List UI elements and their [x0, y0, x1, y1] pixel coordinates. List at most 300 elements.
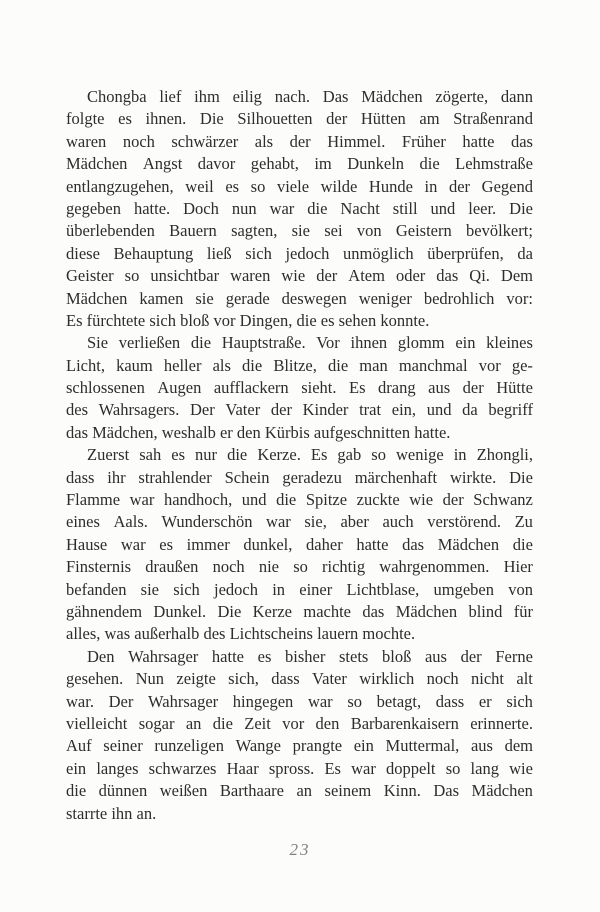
word: Es — [349, 378, 366, 398]
text-line — [66, 467, 533, 489]
word: märchenhaft — [354, 467, 438, 487]
word: Vater — [312, 669, 347, 689]
word: lang — [470, 758, 499, 778]
paragraph — [66, 646, 533, 825]
word: Die — [509, 198, 533, 218]
word: aus — [424, 646, 447, 666]
word: das — [436, 266, 459, 286]
word: Mädchen — [437, 534, 500, 554]
word: still — [392, 198, 418, 218]
word: Kerze. — [257, 445, 301, 465]
word: weniger — [358, 288, 412, 308]
word: unsichtbar — [150, 266, 220, 286]
word: waren — [66, 131, 107, 151]
word: Geister — [66, 266, 114, 286]
word: Chongba — [87, 87, 147, 106]
word: Angst — [142, 154, 183, 174]
word: wahrgenommen. — [379, 557, 490, 577]
word: ihnen — [350, 333, 388, 353]
word: Nun — [135, 669, 165, 689]
word: das — [510, 131, 533, 151]
word: war — [129, 490, 155, 510]
word: ihr — [107, 467, 126, 487]
word: Schwanz — [473, 490, 533, 510]
word: Schein — [224, 467, 270, 487]
word: nach. — [274, 87, 310, 106]
word: er — [478, 691, 492, 711]
word: Kinn. — [383, 781, 421, 801]
word: Die — [199, 109, 224, 129]
text-line — [66, 780, 533, 802]
word: Wahrsagers. — [98, 400, 180, 420]
word: zuckte — [356, 490, 400, 510]
word: ein, — [391, 400, 417, 420]
word: folgte — [66, 109, 105, 129]
word: davor — [197, 154, 236, 174]
text-line: Es fürchtete sich bloß vor Dingen, die es sehen konnte. — [66, 310, 430, 330]
word: Das — [322, 87, 349, 106]
word: bedrohlich — [423, 288, 495, 308]
word: sie — [140, 579, 160, 599]
word: Kerze — [252, 601, 293, 621]
word: Behauptung — [113, 243, 194, 263]
text-line — [66, 489, 533, 511]
text-line — [66, 556, 533, 578]
word: Der — [190, 400, 215, 420]
word: war — [269, 198, 295, 218]
word: es — [159, 534, 173, 554]
text-line — [66, 668, 533, 690]
text-line — [66, 131, 533, 153]
word: Zhongli, — [476, 445, 533, 465]
word: dass — [271, 669, 300, 689]
word: diese — [66, 243, 100, 263]
word: Licht, — [66, 355, 105, 375]
word: weißen — [159, 781, 208, 801]
word: oder — [395, 266, 426, 286]
word: von — [356, 221, 382, 241]
word: ein — [455, 333, 476, 353]
word: Sie — [87, 333, 109, 353]
word: Aals. — [113, 512, 148, 532]
word: sieht. — [301, 378, 337, 398]
word: sogar — [138, 713, 175, 733]
word: Hier — [503, 557, 533, 577]
word: die — [242, 355, 263, 375]
text-line — [66, 265, 533, 287]
text-line — [66, 579, 533, 601]
word: jedoch — [214, 579, 258, 599]
word: ihnen. — [145, 109, 187, 129]
word: das — [362, 601, 385, 621]
word: Hauptstraße. — [221, 333, 306, 353]
word: Auf — [66, 736, 92, 756]
word: seiner — [103, 736, 143, 756]
word: runzeligen — [154, 736, 224, 756]
word: Die — [509, 467, 533, 487]
word: zögerte, — [435, 87, 489, 106]
word: am — [419, 109, 440, 129]
word: vor: — [506, 288, 533, 308]
word: war — [351, 758, 376, 778]
word: Muttermal, — [385, 736, 460, 756]
word: Den — [87, 646, 115, 666]
word: dass — [66, 467, 95, 487]
word: prangte — [292, 736, 343, 756]
word: ein — [66, 758, 87, 778]
word: Wahrsager — [128, 646, 199, 666]
text-line — [66, 220, 533, 242]
word: so — [445, 758, 461, 778]
word: dass — [435, 691, 465, 711]
text-line — [66, 758, 533, 780]
word: manchmal — [398, 355, 468, 375]
text-line: starrte ihn an. — [66, 803, 157, 823]
word: verließen — [118, 333, 181, 353]
word: daher — [306, 534, 343, 554]
word: nicht — [471, 669, 505, 689]
word: gab — [337, 445, 362, 465]
word: bevölkert; — [466, 221, 533, 241]
word: kamen — [139, 288, 184, 308]
word: ließ — [206, 243, 232, 263]
word: hatte — [211, 646, 244, 666]
word: viele — [276, 176, 310, 196]
text-line — [66, 646, 533, 668]
word: so — [124, 266, 140, 286]
word: nie — [258, 557, 280, 577]
word: befanden — [66, 579, 127, 599]
word: sei — [324, 221, 343, 241]
word: weil — [185, 176, 214, 196]
word: Silhouetten — [237, 109, 313, 129]
word: sich, — [228, 669, 259, 689]
word: so — [371, 445, 386, 465]
word: wie — [409, 490, 434, 510]
word: Die — [217, 601, 242, 621]
word: ihm — [194, 87, 220, 106]
word: den — [315, 713, 340, 733]
word: vielleicht — [66, 713, 128, 733]
text-line — [66, 355, 533, 377]
word: glomm — [397, 333, 445, 353]
word: in — [453, 445, 467, 465]
word: wirklich — [359, 669, 415, 689]
word: Das — [433, 781, 460, 801]
word: seinem — [324, 781, 372, 801]
word: Dem — [500, 266, 533, 286]
text-line — [66, 399, 533, 421]
word: Gegend — [481, 176, 533, 196]
word: kaum — [116, 355, 153, 375]
word: sie, — [304, 512, 327, 532]
word: wie — [509, 758, 533, 778]
word: draußen — [145, 557, 199, 577]
word: schwarzes — [148, 758, 217, 778]
text-line: das Mädchen, weshalb er den Kürbis aufgeschnitten hatte. — [66, 422, 451, 442]
text-line — [66, 332, 533, 354]
word: waren — [230, 266, 271, 286]
word: des — [66, 400, 88, 420]
text-line — [66, 108, 533, 130]
word: gesehen. — [66, 669, 124, 689]
word: Finsternis — [66, 557, 132, 577]
word: deswegen — [281, 288, 347, 308]
word: Mädchen — [66, 154, 128, 174]
word: Lehmstraße — [455, 154, 533, 174]
word: eines — [66, 512, 100, 532]
word: immer — [186, 534, 230, 554]
text-line — [66, 153, 533, 175]
word: Wange — [235, 736, 281, 756]
word: von — [508, 579, 533, 599]
word: noch — [212, 557, 245, 577]
word: Barthaare — [219, 781, 284, 801]
word: richtig — [322, 557, 366, 577]
word: wirkte. — [449, 467, 497, 487]
word: Hunde — [368, 176, 413, 196]
word: langes — [96, 758, 139, 778]
word: einer — [299, 579, 333, 599]
word: Flamme — [66, 490, 121, 510]
word: der — [326, 109, 348, 129]
text-line — [66, 601, 533, 623]
text-line — [66, 735, 533, 757]
word: aufflackern — [213, 378, 289, 398]
word: das — [402, 534, 425, 554]
word: Lichtblase, — [346, 579, 420, 599]
word: schwärzer — [171, 131, 239, 151]
word: Haar — [226, 758, 259, 778]
paragraph — [66, 332, 533, 444]
word: in — [272, 579, 286, 599]
word: kleines — [486, 333, 533, 353]
word: die — [190, 333, 212, 353]
word: gerade — [225, 288, 270, 308]
word: begriff — [488, 400, 533, 420]
word: dann — [500, 87, 533, 106]
word: erinnerte. — [470, 713, 533, 733]
word: Blitze, — [273, 355, 317, 375]
word: so — [250, 176, 266, 196]
word: geradezu — [282, 467, 342, 487]
word: Geistern — [395, 221, 452, 241]
word: es — [257, 646, 272, 666]
word: sich — [173, 579, 200, 599]
word: aus — [470, 736, 493, 756]
word: Doch — [183, 198, 219, 218]
word: sich — [245, 243, 272, 263]
word: Mädchen — [471, 781, 533, 801]
word: sich — [506, 691, 533, 711]
word: im — [314, 154, 332, 174]
word: es — [225, 176, 240, 196]
word: auch — [382, 512, 414, 532]
word: überlebenden — [66, 221, 155, 241]
word: gehabt, — [250, 154, 299, 174]
word: der — [316, 266, 338, 286]
word: alt — [516, 669, 533, 689]
word: jedoch — [285, 243, 330, 263]
word: die — [212, 713, 233, 733]
word: hingegen — [232, 691, 294, 711]
word: eilig — [232, 87, 262, 106]
word: machte — [303, 601, 351, 621]
word: aus — [428, 378, 451, 398]
word: der — [448, 176, 471, 196]
word: ge- — [511, 355, 533, 375]
word: Vor — [316, 333, 340, 353]
word: Zuerst — [87, 445, 130, 465]
word: als — [212, 355, 231, 375]
word: Es — [324, 758, 341, 778]
word: überprüfen, — [427, 243, 504, 263]
word: und — [426, 400, 452, 420]
text-line — [66, 198, 533, 220]
text-line — [66, 511, 533, 533]
word: der — [442, 490, 464, 510]
word: Wunderschön — [161, 512, 253, 532]
word: dunkel, — [243, 534, 293, 554]
body-text — [66, 86, 533, 825]
word: die — [307, 198, 328, 218]
word: die — [276, 490, 297, 510]
word: sie — [195, 288, 214, 308]
word: wie — [281, 266, 306, 286]
word: ein — [353, 736, 374, 756]
word: trat — [359, 400, 382, 420]
word: nun — [231, 198, 257, 218]
word: sie — [291, 221, 310, 241]
word: so — [293, 557, 308, 577]
word: spross. — [268, 758, 315, 778]
word: Hütten — [360, 109, 406, 129]
word: es — [171, 445, 185, 465]
word: Kinder — [302, 400, 349, 420]
word: für — [513, 601, 533, 621]
word: Augen — [157, 378, 202, 398]
word: Qi. — [469, 266, 490, 286]
word: an — [296, 781, 313, 801]
word: war — [120, 534, 146, 554]
word: die — [512, 534, 533, 554]
word: handhoch, — [163, 490, 233, 510]
word: als — [254, 131, 274, 151]
text-line — [66, 243, 533, 265]
word: umgeben — [433, 579, 494, 599]
word: hatte — [356, 534, 389, 554]
word: war. — [66, 691, 94, 711]
word: strahlender — [138, 467, 212, 487]
word: Der — [108, 691, 134, 711]
word: Hause — [66, 534, 108, 554]
word: Mädchen — [66, 288, 128, 308]
word: hatte — [462, 131, 495, 151]
text-line — [66, 534, 533, 556]
word: der — [462, 378, 484, 398]
word: bloß — [381, 646, 412, 666]
word: Ferne — [495, 646, 533, 666]
word: zeigte — [176, 669, 216, 689]
word: bisher — [285, 646, 326, 666]
word: da — [462, 400, 478, 420]
word: Zeit — [244, 713, 271, 733]
word: sagten, — [231, 221, 278, 241]
word: noch — [426, 669, 459, 689]
word: die — [227, 445, 248, 465]
word: Himmel. — [327, 131, 386, 151]
word: der — [289, 131, 311, 151]
word: man — [359, 355, 388, 375]
word: der — [460, 646, 482, 666]
word: leer. — [468, 198, 497, 218]
text-line — [66, 176, 533, 198]
word: Wahrsager — [148, 691, 219, 711]
word: sah — [139, 445, 162, 465]
word: der — [270, 400, 292, 420]
word: Mädchen — [395, 601, 458, 621]
word: Früher — [401, 131, 446, 151]
word: so — [347, 691, 362, 711]
word: noch — [122, 131, 155, 151]
word: heller — [163, 355, 202, 375]
word: war — [307, 691, 333, 711]
word: aber — [340, 512, 369, 532]
text-line: alles, was außerhalb des Lichtscheins lauern mochte. — [66, 624, 416, 644]
paragraph — [66, 444, 533, 646]
word: schlossenen — [66, 378, 145, 398]
word: Dunkeln — [347, 154, 405, 174]
word: Bauern — [169, 221, 217, 241]
word: Hütte — [496, 378, 533, 398]
word: nur — [195, 445, 218, 465]
word: dem — [504, 736, 533, 756]
word: wilde — [320, 176, 358, 196]
text-line — [66, 444, 533, 466]
text-line — [66, 86, 533, 108]
word: drang — [378, 378, 416, 398]
word: blind — [468, 601, 503, 621]
word: unmöglich — [343, 243, 414, 263]
word: Atem — [348, 266, 385, 286]
word: Dunkel. — [153, 601, 207, 621]
word: stets — [339, 646, 369, 666]
word: die — [66, 781, 87, 801]
word: Straßenrand — [453, 109, 533, 129]
word: Barbarenkaisern — [350, 713, 459, 733]
word: gähnendem — [66, 601, 143, 621]
word: gegeben — [66, 198, 121, 218]
word: es — [118, 109, 132, 129]
word: an — [185, 713, 202, 733]
word: Vater — [225, 400, 261, 420]
word: und — [241, 490, 267, 510]
word: dünnen — [98, 781, 148, 801]
word: betagt, — [376, 691, 422, 711]
word: Nacht — [340, 198, 380, 218]
word: da — [517, 243, 533, 263]
word: vor — [478, 355, 501, 375]
word: doppelt — [386, 758, 436, 778]
text-line — [66, 288, 533, 310]
word: vor — [282, 713, 305, 733]
word: wenige — [396, 445, 444, 465]
word: in — [424, 176, 438, 196]
word: lief — [159, 87, 182, 106]
word: verstörend. — [427, 512, 501, 532]
word: die — [419, 154, 440, 174]
text-line — [66, 377, 533, 399]
